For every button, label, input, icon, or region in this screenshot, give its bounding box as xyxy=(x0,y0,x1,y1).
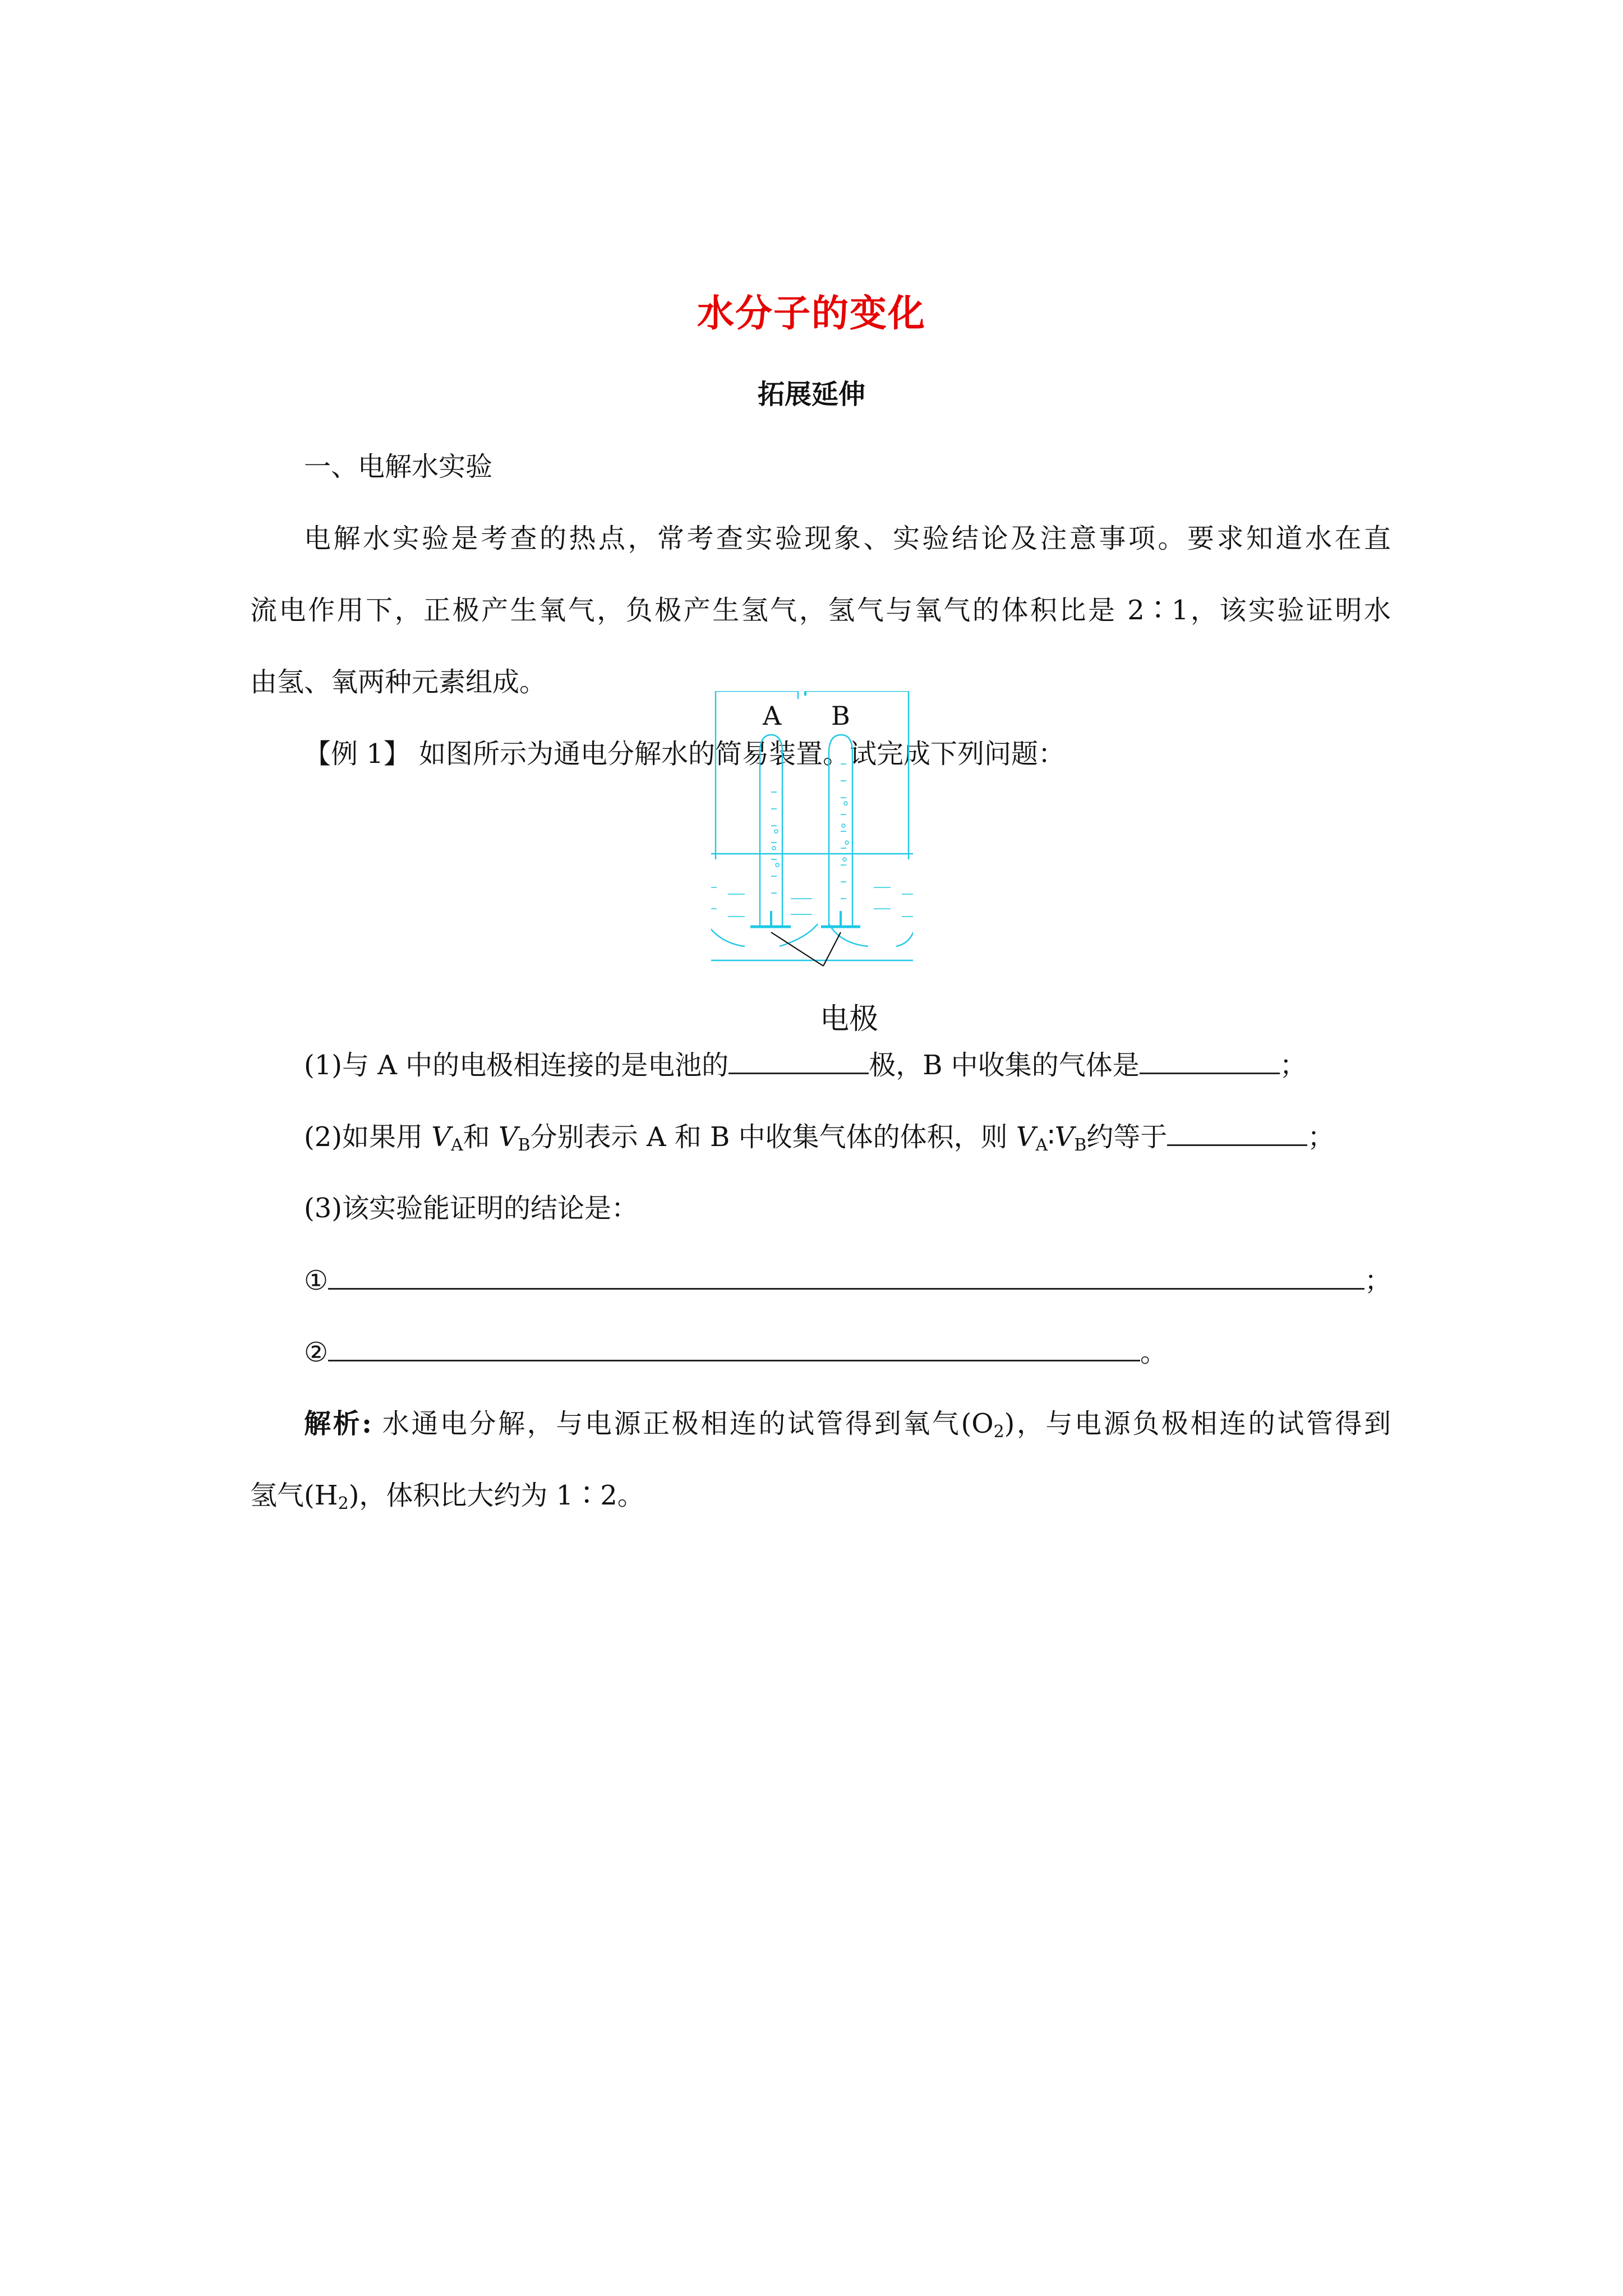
analysis-text-2: 氢气(H xyxy=(250,1480,338,1511)
question-3-marker-1: ① xyxy=(304,1265,329,1296)
question-2-vb-sub: B xyxy=(518,1135,531,1155)
question-3-marker-2: ② xyxy=(304,1337,329,1368)
question-1-blank-1[interactable] xyxy=(728,1048,869,1074)
tube-a-label: A xyxy=(763,701,782,731)
analysis-sub-2: 2 xyxy=(338,1494,349,1513)
question-3: (3)该实验能证明的结论是： xyxy=(304,1193,638,1224)
section-paragraph-line-1: 电解水实验是考查的热点，常考查实验现象、实验结论及注意事项。要求知道水在直 xyxy=(304,523,1391,554)
example-intro xyxy=(304,737,1065,771)
question-2-text-a: (2)如果用 xyxy=(304,1121,432,1153)
question-2-va-2: V xyxy=(1016,1121,1036,1153)
question-3-answer-1 xyxy=(304,1263,1391,1297)
page-subtitle: 拓展延伸 xyxy=(757,379,865,410)
question-2-vb-2-sub: B xyxy=(1074,1135,1087,1155)
question-3-answer-2 xyxy=(304,1335,1167,1369)
question-2-va-2-sub: A xyxy=(1035,1135,1048,1155)
question-1-text-b: 极，B 中收集的气体是 xyxy=(869,1050,1140,1081)
section-paragraph-line-3: 由氢、氧两种元素组成。 xyxy=(250,666,547,698)
tube-b-label: B xyxy=(831,701,850,731)
analysis-text-1-end: )，与电源负极相连的试管得到 xyxy=(1004,1408,1391,1439)
analysis-text-1: 水通电分解，与电源正极相连的试管得到氧气(O xyxy=(371,1408,994,1439)
question-2-vb: V xyxy=(498,1121,518,1153)
question-3-blank-2[interactable] xyxy=(328,1335,1140,1361)
question-3-blank-1[interactable] xyxy=(328,1263,1364,1290)
question-2-blank[interactable] xyxy=(1167,1120,1307,1146)
question-2-text-g: 约等于 xyxy=(1086,1121,1168,1153)
analysis-text-2-end: )，体积比大约为 1∶2。 xyxy=(348,1480,644,1511)
page-title: 水分子的变化 xyxy=(697,291,926,335)
question-2-vb-2: V xyxy=(1054,1121,1075,1153)
section-heading: 一、电解水实验 xyxy=(304,451,493,482)
question-1-blank-2[interactable] xyxy=(1140,1048,1280,1074)
question-2 xyxy=(304,1120,1334,1162)
question-1-text-a: (1)与 A 中的电极相连接的是电池的 xyxy=(304,1050,729,1081)
electrode-caption: 电极 xyxy=(820,1002,879,1036)
analysis-line-2 xyxy=(250,1479,644,1521)
example-intro-text: 【例 1】 如图所示为通电分解水的简易装置。试完成下列问题： xyxy=(304,738,1066,770)
question-2-ratio-colon: ∶ xyxy=(1048,1121,1055,1153)
electrolysis-apparatus-diagram xyxy=(711,691,913,977)
question-3-end-1: ； xyxy=(1364,1265,1392,1296)
section-paragraph-line-2: 流电作用下，正极产生氧气，负极产生氢气，氢气与氧气的体积比是 2∶1，该实验证明水 xyxy=(250,595,1391,626)
question-2-text-b: 和 xyxy=(463,1121,499,1153)
question-3-end-2: 。 xyxy=(1140,1337,1168,1368)
question-2-text-c: 分别表示 A 和 B 中收集气体的体积，则 xyxy=(530,1121,1016,1153)
question-2-va-sub: A xyxy=(450,1135,463,1155)
analysis-sub-1: 2 xyxy=(993,1422,1004,1442)
question-1-text-c: ； xyxy=(1279,1050,1307,1081)
question-2-va: V xyxy=(431,1121,451,1153)
analysis-label: 解析: xyxy=(304,1408,372,1439)
analysis-line-1 xyxy=(304,1407,1391,1449)
question-2-text-h: ； xyxy=(1307,1121,1335,1153)
question-1 xyxy=(304,1048,1307,1082)
